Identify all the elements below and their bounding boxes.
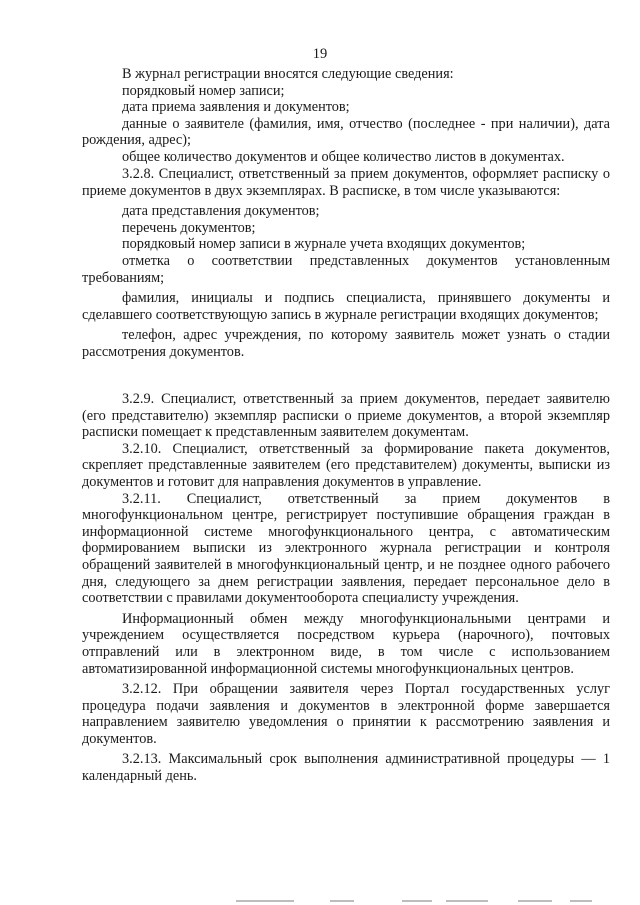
paragraph-3-2-10: 3.2.10. Специалист, ответственный за формирование пакета документов, скрепляет представленные заявителем (его представителем) документы, выписки из документов и готовит для направления документов в управление.: [82, 440, 610, 490]
paragraph-3-2-11: 3.2.11. Специалист, ответственный за прием документов в многофункциональном центре, регистрирует поступившие обращения граждан в информационной системе многофункционального центра, с автоматическим формированием выписки из электронного журнала регистрации и контроля обращений заявителей в многофункциональный центр, и не позднее одного рабочего дня, следующего за днем регистрации заявления, передает персональное дело в соответствии с правилами документооборота специалисту учреждения.: [82, 490, 610, 607]
paragraph-3-2-9: 3.2.9. Специалист, ответственный за прием документов, передает заявителю (его представителю) экземпляр расписки о приеме документов, а второй экземпляр расписки помещает к представленным заявителем документам.: [82, 391, 610, 441]
list-item: отметка о соответствии представленных документов установленным требованиям;: [82, 252, 610, 286]
section-3-2-8: [82, 166, 610, 361]
record-fields-section: [82, 66, 610, 166]
scan-artifact-strip: [0, 896, 640, 905]
list-item: фамилия, инициалы и подпись специалиста, принявшего документы и сделавшего соответствующую запись в журнале регистрации входящих документов;: [82, 290, 610, 323]
list-item: общее количество документов и общее количество листов в документах.: [122, 148, 565, 165]
sections-3-2-9-to-3-2-13: [82, 391, 610, 785]
paragraph-3-2-8: 3.2.8. Специалист, ответственный за прием документов, оформляет расписку о приеме документов в двух экземплярах. В расписке, в том числе указываются:: [82, 166, 610, 199]
paragraph-journal-intro: В журнал регистрации вносятся следующие сведения:: [122, 66, 454, 82]
list-item: порядковый номер записи;: [122, 82, 285, 99]
list-item: порядковый номер записи в журнале учета входящих документов;: [122, 236, 526, 253]
paragraph-3-2-13: 3.2.13. Максимальный срок выполнения административной процедуры — 1 календарный день.: [82, 751, 610, 785]
list-item: перечень документов;: [122, 219, 256, 236]
paragraph-info-exchange: Информационный обмен между многофункциональными центрами и учреждением осуществляется посредством курьера (нарочного), почтовых отправлений или в электронном виде, в том числе с использованием автоматизированной информационной системы многофункциональных центров.: [82, 610, 610, 677]
list-item: дата приема заявления и документов;: [122, 99, 350, 116]
list-item: дата представления документов;: [122, 203, 320, 220]
list-item: данные о заявителе (фамилия, имя, отчество (последнее - при наличии), дата рождения, адрес);: [82, 115, 610, 149]
paragraph-3-2-12: 3.2.12. При обращении заявителя через Портал государственных услуг процедура подачи заявления и документов в электронной форме завершается направлением заявителю уведомления о принятии к рассмотрению заявления и документов.: [82, 681, 610, 747]
page-number: 19: [312, 46, 328, 62]
list-item: телефон, адрес учреждения, по которому заявитель может узнать о стадии рассмотрения документов.: [82, 327, 610, 360]
